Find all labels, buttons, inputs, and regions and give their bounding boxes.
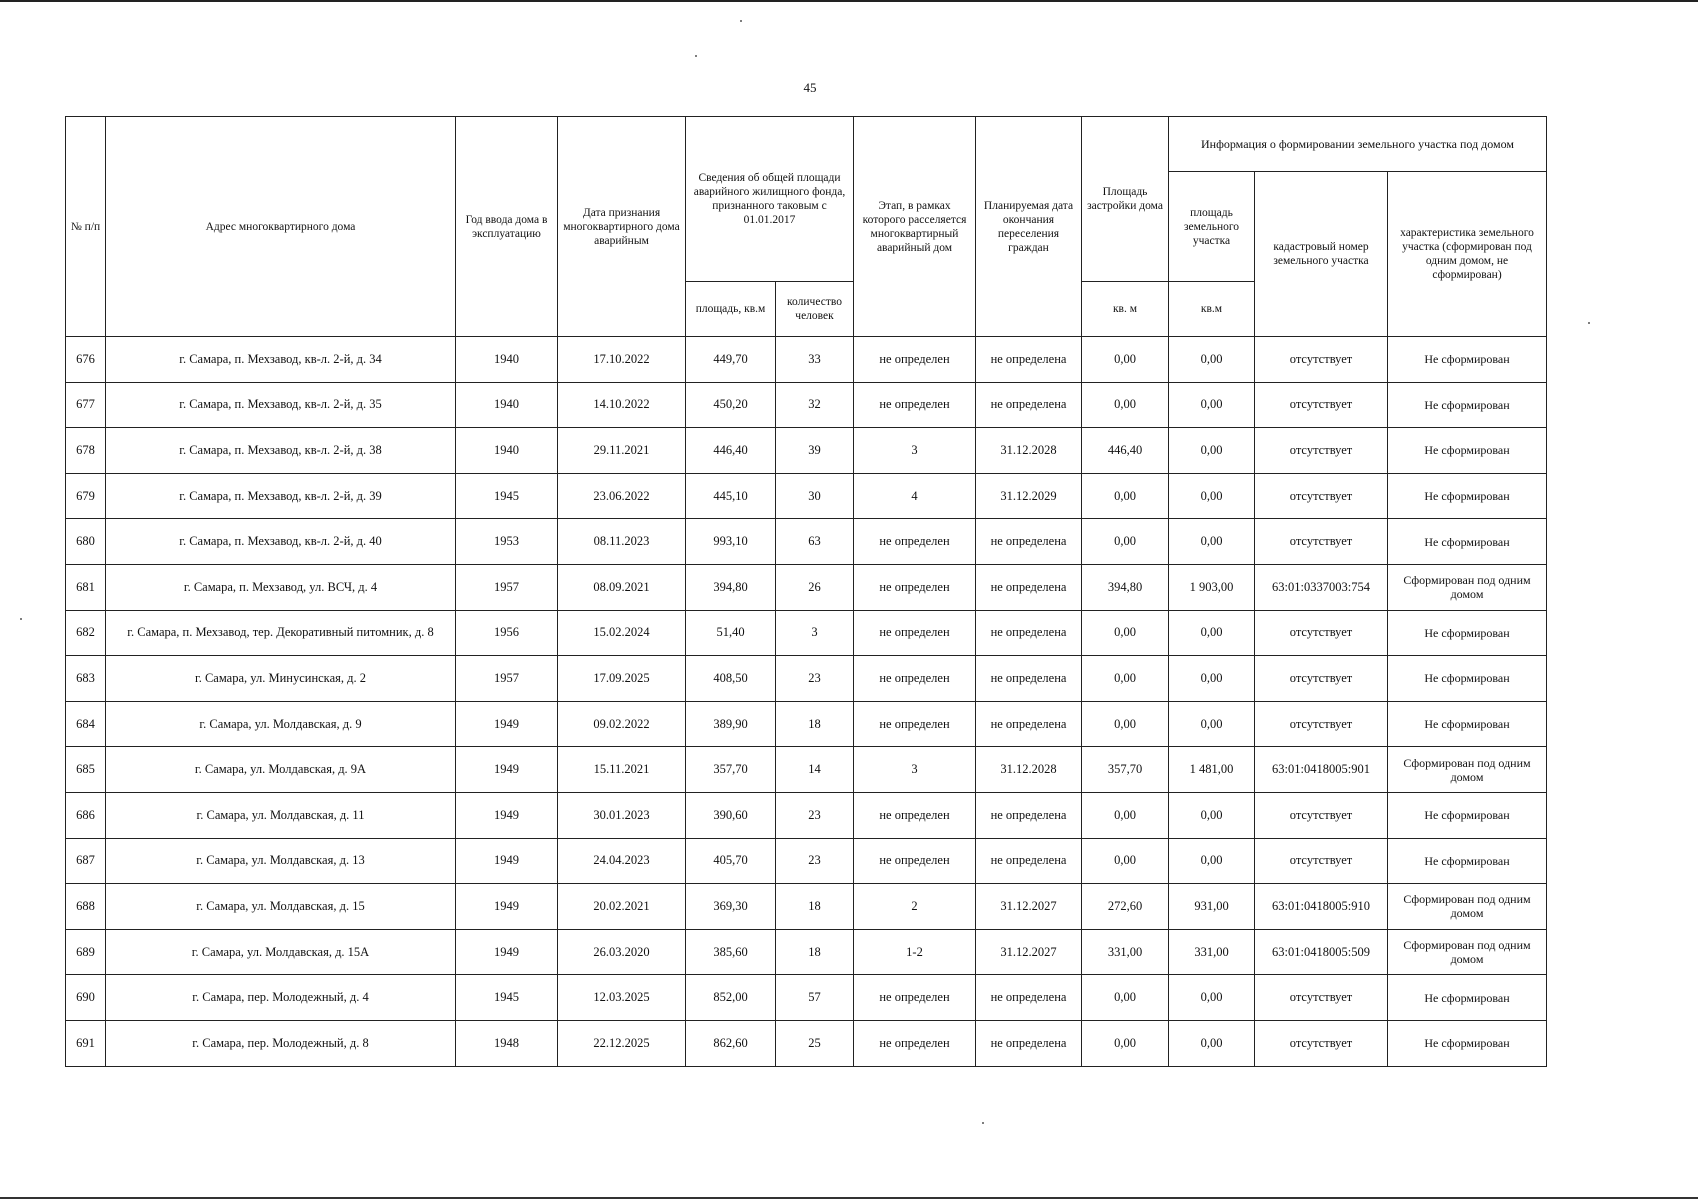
- address-cell: г. Самара, п. Мехзавод, кв-л. 2-й, д. 39: [106, 473, 456, 519]
- planned-date-cell: не определена: [976, 975, 1082, 1021]
- row-number-cell: 677: [66, 382, 106, 428]
- cadastral-number-cell: 63:01:0337003:754: [1255, 564, 1388, 610]
- people-count-cell: 30: [776, 473, 854, 519]
- cadastral-number-cell: 63:01:0418005:509: [1255, 929, 1388, 975]
- planned-date-cell: не определена: [976, 792, 1082, 838]
- building-area-cell: 357,70: [1082, 747, 1169, 793]
- table-row: [66, 428, 1547, 474]
- area-cell: 405,70: [686, 838, 776, 884]
- stage-cell: не определен: [854, 1020, 976, 1066]
- stage-cell: 1-2: [854, 929, 976, 975]
- scan-speck: [740, 20, 742, 22]
- land-characteristic-cell: Не сформирован: [1388, 701, 1547, 747]
- land-characteristic-cell: Не сформирован: [1388, 610, 1547, 656]
- land-area-cell: 0,00: [1169, 701, 1255, 747]
- row-number-cell: 676: [66, 337, 106, 383]
- recognition-date-cell: 15.11.2021: [558, 747, 686, 793]
- row-number-cell: 679: [66, 473, 106, 519]
- cadastral-number-cell: отсутствует: [1255, 975, 1388, 1021]
- address-cell: г. Самара, ул. Молдавская, д. 13: [106, 838, 456, 884]
- header-address: Адрес многоквартирного дома: [106, 117, 456, 337]
- land-area-cell: 1 481,00: [1169, 747, 1255, 793]
- dilapidated-housing-table: [65, 116, 1547, 1067]
- building-area-cell: 272,60: [1082, 884, 1169, 930]
- address-cell: г. Самара, ул. Молдавская, д. 11: [106, 792, 456, 838]
- recognition-date-cell: 17.10.2022: [558, 337, 686, 383]
- land-characteristic-cell: Не сформирован: [1388, 382, 1547, 428]
- land-area-cell: 0,00: [1169, 337, 1255, 383]
- cadastral-number-cell: 63:01:0418005:901: [1255, 747, 1388, 793]
- land-characteristic-cell: Не сформирован: [1388, 792, 1547, 838]
- building-area-cell: 0,00: [1082, 975, 1169, 1021]
- people-count-cell: 33: [776, 337, 854, 383]
- land-area-cell: 1 903,00: [1169, 564, 1255, 610]
- land-characteristic-cell: Сформирован под одним домом: [1388, 564, 1547, 610]
- stage-cell: не определен: [854, 792, 976, 838]
- address-cell: г. Самара, пер. Молодежный, д. 8: [106, 1020, 456, 1066]
- recognition-date-cell: 12.03.2025: [558, 975, 686, 1021]
- planned-date-cell: 31.12.2027: [976, 929, 1082, 975]
- table-row: [66, 337, 1547, 383]
- building-area-cell: 394,80: [1082, 564, 1169, 610]
- land-characteristic-cell: Не сформирован: [1388, 838, 1547, 884]
- cadastral-number-cell: отсутствует: [1255, 1020, 1388, 1066]
- table-row: [66, 838, 1547, 884]
- land-area-cell: 0,00: [1169, 975, 1255, 1021]
- recognition-date-cell: 17.09.2025: [558, 656, 686, 702]
- header-year: Год ввода дома в эксплуатацию: [456, 117, 558, 337]
- area-cell: 852,00: [686, 975, 776, 1021]
- year-cell: 1953: [456, 519, 558, 565]
- land-area-cell: 0,00: [1169, 610, 1255, 656]
- stage-cell: не определен: [854, 838, 976, 884]
- address-cell: г. Самара, п. Мехзавод, кв-л. 2-й, д. 40: [106, 519, 456, 565]
- header-land-info: Информация о формировании земельного участка под домом: [1169, 117, 1547, 172]
- area-cell: 862,60: [686, 1020, 776, 1066]
- year-cell: 1957: [456, 656, 558, 702]
- scan-speck: [982, 1122, 984, 1124]
- building-area-cell: 0,00: [1082, 519, 1169, 565]
- land-characteristic-cell: Не сформирован: [1388, 519, 1547, 565]
- land-characteristic-cell: Не сформирован: [1388, 975, 1547, 1021]
- area-cell: 369,30: [686, 884, 776, 930]
- building-area-cell: 0,00: [1082, 610, 1169, 656]
- planned-date-cell: 31.12.2029: [976, 473, 1082, 519]
- planned-date-cell: не определена: [976, 656, 1082, 702]
- recognition-date-cell: 14.10.2022: [558, 382, 686, 428]
- cadastral-number-cell: отсутствует: [1255, 610, 1388, 656]
- bottom-border-line: [0, 1197, 1698, 1199]
- table-row: [66, 792, 1547, 838]
- planned-date-cell: не определена: [976, 1020, 1082, 1066]
- year-cell: 1940: [456, 382, 558, 428]
- year-cell: 1957: [456, 564, 558, 610]
- recognition-date-cell: 26.03.2020: [558, 929, 686, 975]
- recognition-date-cell: 24.04.2023: [558, 838, 686, 884]
- people-count-cell: 63: [776, 519, 854, 565]
- table-row: [66, 473, 1547, 519]
- land-area-cell: 0,00: [1169, 1020, 1255, 1066]
- area-cell: 357,70: [686, 747, 776, 793]
- row-number-cell: 689: [66, 929, 106, 975]
- planned-date-cell: 31.12.2028: [976, 747, 1082, 793]
- header-recognition-date: Дата признания многоквартирного дома аварийным: [558, 117, 686, 337]
- stage-cell: не определен: [854, 975, 976, 1021]
- land-area-cell: 0,00: [1169, 428, 1255, 474]
- row-number-cell: 687: [66, 838, 106, 884]
- cadastral-number-cell: 63:01:0418005:910: [1255, 884, 1388, 930]
- building-area-cell: 0,00: [1082, 701, 1169, 747]
- recognition-date-cell: 09.02.2022: [558, 701, 686, 747]
- header-area-info: Сведения об общей площади аварийного жилищного фонда, признанного таковым с 01.01.2017: [686, 117, 854, 282]
- land-area-cell: 0,00: [1169, 792, 1255, 838]
- address-cell: г. Самара, ул. Молдавская, д. 9А: [106, 747, 456, 793]
- recognition-date-cell: 15.02.2024: [558, 610, 686, 656]
- row-number-cell: 691: [66, 1020, 106, 1066]
- building-area-cell: 0,00: [1082, 1020, 1169, 1066]
- address-cell: г. Самара, ул. Молдавская, д. 9: [106, 701, 456, 747]
- stage-cell: не определен: [854, 519, 976, 565]
- address-cell: г. Самара, п. Мехзавод, кв-л. 2-й, д. 34: [106, 337, 456, 383]
- stage-cell: не определен: [854, 701, 976, 747]
- planned-date-cell: не определена: [976, 337, 1082, 383]
- area-cell: 390,60: [686, 792, 776, 838]
- table-body: [66, 337, 1547, 1067]
- recognition-date-cell: 08.09.2021: [558, 564, 686, 610]
- address-cell: г. Самара, п. Мехзавод, тер. Декоративный питомник, д. 8: [106, 610, 456, 656]
- year-cell: 1940: [456, 337, 558, 383]
- people-count-cell: 18: [776, 929, 854, 975]
- row-number-cell: 682: [66, 610, 106, 656]
- area-cell: 408,50: [686, 656, 776, 702]
- people-count-cell: 18: [776, 701, 854, 747]
- people-count-cell: 14: [776, 747, 854, 793]
- people-count-cell: 57: [776, 975, 854, 1021]
- building-area-cell: 446,40: [1082, 428, 1169, 474]
- table-row: [66, 701, 1547, 747]
- cadastral-number-cell: отсутствует: [1255, 428, 1388, 474]
- cadastral-number-cell: отсутствует: [1255, 382, 1388, 428]
- address-cell: г. Самара, п. Мехзавод, кв-л. 2-й, д. 35: [106, 382, 456, 428]
- area-cell: 449,70: [686, 337, 776, 383]
- people-count-cell: 39: [776, 428, 854, 474]
- building-area-cell: 0,00: [1082, 382, 1169, 428]
- recognition-date-cell: 23.06.2022: [558, 473, 686, 519]
- header-num: № п/п: [66, 117, 106, 337]
- table-row: [66, 929, 1547, 975]
- table-row: [66, 975, 1547, 1021]
- land-area-cell: 0,00: [1169, 838, 1255, 884]
- area-cell: 993,10: [686, 519, 776, 565]
- recognition-date-cell: 20.02.2021: [558, 884, 686, 930]
- land-area-cell: 0,00: [1169, 519, 1255, 565]
- building-area-cell: 0,00: [1082, 838, 1169, 884]
- year-cell: 1945: [456, 975, 558, 1021]
- planned-date-cell: не определена: [976, 701, 1082, 747]
- planned-date-cell: 31.12.2027: [976, 884, 1082, 930]
- stage-cell: не определен: [854, 564, 976, 610]
- cadastral-number-cell: отсутствует: [1255, 838, 1388, 884]
- header-stage: Этап, в рамках которого расселяется многоквартирный аварийный дом: [854, 117, 976, 337]
- stage-cell: 3: [854, 747, 976, 793]
- stage-cell: 3: [854, 428, 976, 474]
- building-area-cell: 0,00: [1082, 656, 1169, 702]
- planned-date-cell: не определена: [976, 610, 1082, 656]
- people-count-cell: 18: [776, 884, 854, 930]
- scan-speck: [1588, 322, 1590, 324]
- planned-date-cell: не определена: [976, 564, 1082, 610]
- area-cell: 389,90: [686, 701, 776, 747]
- page-number: 45: [803, 80, 817, 95]
- header-land-area: площадь земельного участка: [1169, 172, 1255, 282]
- area-cell: 385,60: [686, 929, 776, 975]
- planned-date-cell: не определена: [976, 838, 1082, 884]
- table-row: [66, 564, 1547, 610]
- header-building-area: Площадь застройки дома: [1082, 117, 1169, 282]
- year-cell: 1956: [456, 610, 558, 656]
- stage-cell: 2: [854, 884, 976, 930]
- address-cell: г. Самара, ул. Молдавская, д. 15: [106, 884, 456, 930]
- address-cell: г. Самара, ул. Молдавская, д. 15А: [106, 929, 456, 975]
- land-area-cell: 0,00: [1169, 382, 1255, 428]
- table-row: [66, 610, 1547, 656]
- year-cell: 1945: [456, 473, 558, 519]
- table-row: [66, 1020, 1547, 1066]
- building-area-cell: 0,00: [1082, 337, 1169, 383]
- row-number-cell: 683: [66, 656, 106, 702]
- land-characteristic-cell: Не сформирован: [1388, 656, 1547, 702]
- stage-cell: не определен: [854, 382, 976, 428]
- stage-cell: не определен: [854, 656, 976, 702]
- recognition-date-cell: 08.11.2023: [558, 519, 686, 565]
- header-building-area-unit: кв. м: [1082, 282, 1169, 337]
- land-characteristic-cell: Не сформирован: [1388, 1020, 1547, 1066]
- cadastral-number-cell: отсутствует: [1255, 792, 1388, 838]
- row-number-cell: 680: [66, 519, 106, 565]
- land-area-cell: 0,00: [1169, 656, 1255, 702]
- cadastral-number-cell: отсутствует: [1255, 473, 1388, 519]
- header-land-area-unit: кв.м: [1169, 282, 1255, 337]
- land-area-cell: 331,00: [1169, 929, 1255, 975]
- row-number-cell: 690: [66, 975, 106, 1021]
- year-cell: 1949: [456, 929, 558, 975]
- header-area-sub: площадь, кв.м: [686, 282, 776, 337]
- stage-cell: 4: [854, 473, 976, 519]
- people-count-cell: 25: [776, 1020, 854, 1066]
- area-cell: 445,10: [686, 473, 776, 519]
- row-number-cell: 678: [66, 428, 106, 474]
- people-count-cell: 23: [776, 838, 854, 884]
- area-cell: 51,40: [686, 610, 776, 656]
- land-characteristic-cell: Не сформирован: [1388, 337, 1547, 383]
- planned-date-cell: не определена: [976, 382, 1082, 428]
- header-people-sub: количество человек: [776, 282, 854, 337]
- year-cell: 1948: [456, 1020, 558, 1066]
- land-area-cell: 931,00: [1169, 884, 1255, 930]
- address-cell: г. Самара, п. Мехзавод, ул. ВСЧ, д. 4: [106, 564, 456, 610]
- stage-cell: не определен: [854, 610, 976, 656]
- year-cell: 1949: [456, 747, 558, 793]
- planned-date-cell: не определена: [976, 519, 1082, 565]
- year-cell: 1949: [456, 838, 558, 884]
- row-number-cell: 684: [66, 701, 106, 747]
- land-characteristic-cell: Не сформирован: [1388, 473, 1547, 519]
- cadastral-number-cell: отсутствует: [1255, 656, 1388, 702]
- scan-speck: [695, 55, 697, 57]
- people-count-cell: 23: [776, 792, 854, 838]
- year-cell: 1940: [456, 428, 558, 474]
- people-count-cell: 26: [776, 564, 854, 610]
- table-row: [66, 382, 1547, 428]
- cadastral-number-cell: отсутствует: [1255, 337, 1388, 383]
- address-cell: г. Самара, пер. Молодежный, д. 4: [106, 975, 456, 1021]
- address-cell: г. Самара, ул. Минусинская, д. 2: [106, 656, 456, 702]
- area-cell: 394,80: [686, 564, 776, 610]
- row-number-cell: 688: [66, 884, 106, 930]
- row-number-cell: 686: [66, 792, 106, 838]
- row-number-cell: 681: [66, 564, 106, 610]
- address-cell: г. Самара, п. Мехзавод, кв-л. 2-й, д. 38: [106, 428, 456, 474]
- area-cell: 446,40: [686, 428, 776, 474]
- people-count-cell: 23: [776, 656, 854, 702]
- row-number-cell: 685: [66, 747, 106, 793]
- table-header: [66, 117, 1547, 337]
- building-area-cell: 0,00: [1082, 792, 1169, 838]
- building-area-cell: 0,00: [1082, 473, 1169, 519]
- people-count-cell: 32: [776, 382, 854, 428]
- recognition-date-cell: 30.01.2023: [558, 792, 686, 838]
- year-cell: 1949: [456, 701, 558, 747]
- land-area-cell: 0,00: [1169, 473, 1255, 519]
- land-characteristic-cell: Сформирован под одним домом: [1388, 929, 1547, 975]
- area-cell: 450,20: [686, 382, 776, 428]
- cadastral-number-cell: отсутствует: [1255, 519, 1388, 565]
- header-cadastral: кадастровый номер земельного участка: [1255, 172, 1388, 337]
- table-row: [66, 884, 1547, 930]
- table-row: [66, 656, 1547, 702]
- header-planned-date: Планируемая дата окончания переселения граждан: [976, 117, 1082, 337]
- recognition-date-cell: 29.11.2021: [558, 428, 686, 474]
- recognition-date-cell: 22.12.2025: [558, 1020, 686, 1066]
- people-count-cell: 3: [776, 610, 854, 656]
- stage-cell: не определен: [854, 337, 976, 383]
- top-border-line: [0, 0, 1698, 2]
- land-characteristic-cell: Сформирован под одним домом: [1388, 747, 1547, 793]
- header-land-char: характеристика земельного участка (сформирован под одним домом, не сформирован): [1388, 172, 1547, 337]
- planned-date-cell: 31.12.2028: [976, 428, 1082, 474]
- table-row: [66, 747, 1547, 793]
- year-cell: 1949: [456, 792, 558, 838]
- year-cell: 1949: [456, 884, 558, 930]
- land-characteristic-cell: Не сформирован: [1388, 428, 1547, 474]
- scan-speck: [20, 618, 22, 620]
- land-characteristic-cell: Сформирован под одним домом: [1388, 884, 1547, 930]
- cadastral-number-cell: отсутствует: [1255, 701, 1388, 747]
- table-row: [66, 519, 1547, 565]
- building-area-cell: 331,00: [1082, 929, 1169, 975]
